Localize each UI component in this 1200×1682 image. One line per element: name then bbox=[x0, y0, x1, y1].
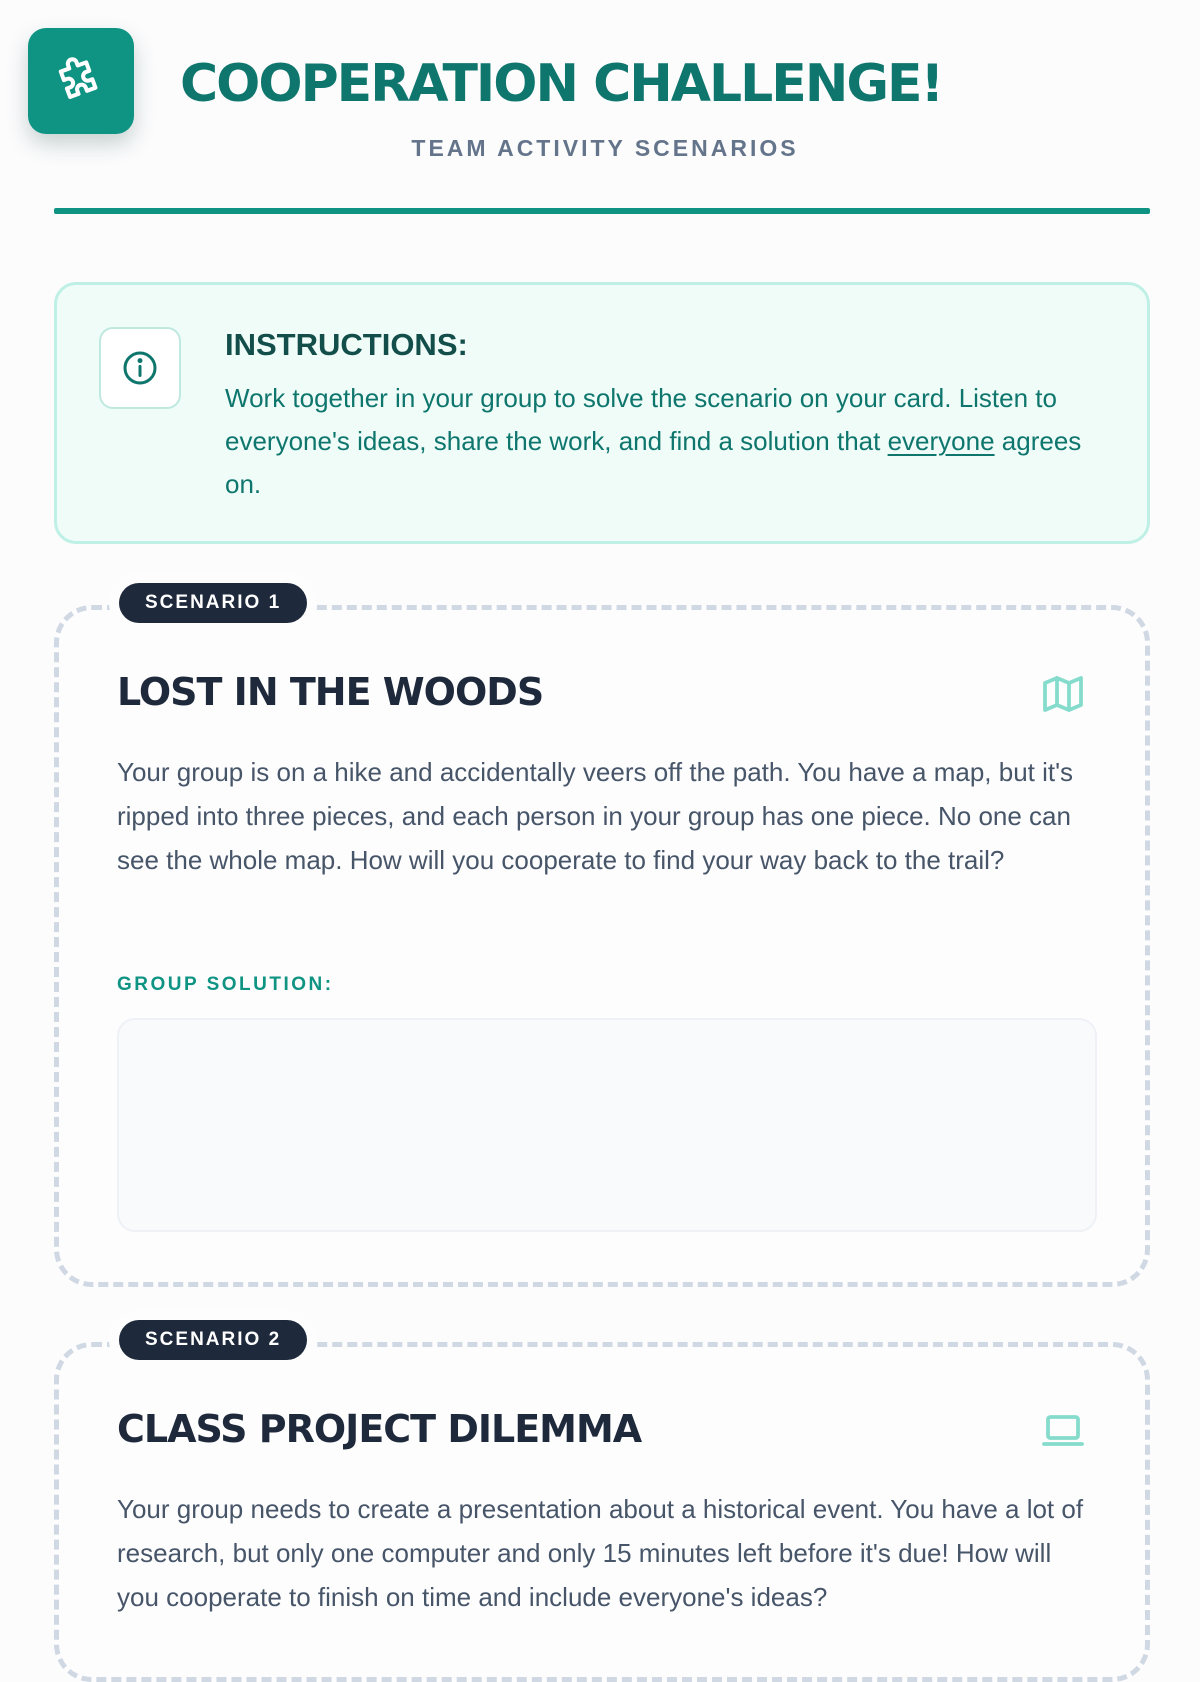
scenario-icon bbox=[1039, 670, 1087, 718]
page-title: COOPERATION CHALLENGE! bbox=[180, 54, 943, 114]
instructions-text bbox=[225, 377, 1095, 506]
scenario-description: Your group needs to create a presentation about a historical event. You have a lot of research, but only one computer and only 15 minutes left before it's due! How will you cooperate to finish on time and include everyone's ideas? bbox=[117, 1494, 1084, 1612]
solution-label: GROUP SOLUTION: bbox=[117, 974, 334, 995]
header-divider bbox=[54, 208, 1150, 214]
page-subtitle: TEAM ACTIVITY SCENARIOS bbox=[411, 135, 799, 161]
logo-badge bbox=[28, 28, 134, 134]
info-badge bbox=[99, 327, 181, 409]
scenario-title: CLASS PROJECT DILEMMA bbox=[117, 1407, 642, 1451]
scenario-icon bbox=[1039, 1407, 1087, 1455]
scenario-badge: SCENARIO 1 bbox=[119, 583, 307, 623]
instructions-emphasis: everyone bbox=[887, 426, 995, 456]
scenario-badge: SCENARIO 2 bbox=[119, 1320, 307, 1360]
laptop-icon bbox=[1039, 1407, 1087, 1455]
group-solution-field[interactable] bbox=[117, 1018, 1097, 1232]
scenario-card bbox=[54, 1329, 1150, 1682]
map-icon bbox=[1039, 670, 1087, 718]
info-circle-icon bbox=[120, 348, 160, 388]
instructions-title: INSTRUCTIONS: bbox=[225, 327, 468, 362]
scenario-title: LOST IN THE WOODS bbox=[117, 670, 544, 714]
instructions-text-part: Work together in your group to solve the scenario on your card. Listen to everyone's ideas, share the work, and find a solution that bbox=[225, 383, 1057, 456]
puzzle-piece-icon bbox=[54, 54, 108, 108]
instructions-text-end: agrees on. bbox=[225, 426, 1082, 499]
instructions-panel bbox=[54, 282, 1150, 544]
scenario-description: Your group is on a hike and accidentally veers off the path. You have a map, but it's ripped into three pieces, and each person in your group has one piece. No one can see the whole map. How will you cooperate to find your way back to the trail? bbox=[117, 757, 1074, 875]
scenario-card bbox=[54, 592, 1150, 1287]
